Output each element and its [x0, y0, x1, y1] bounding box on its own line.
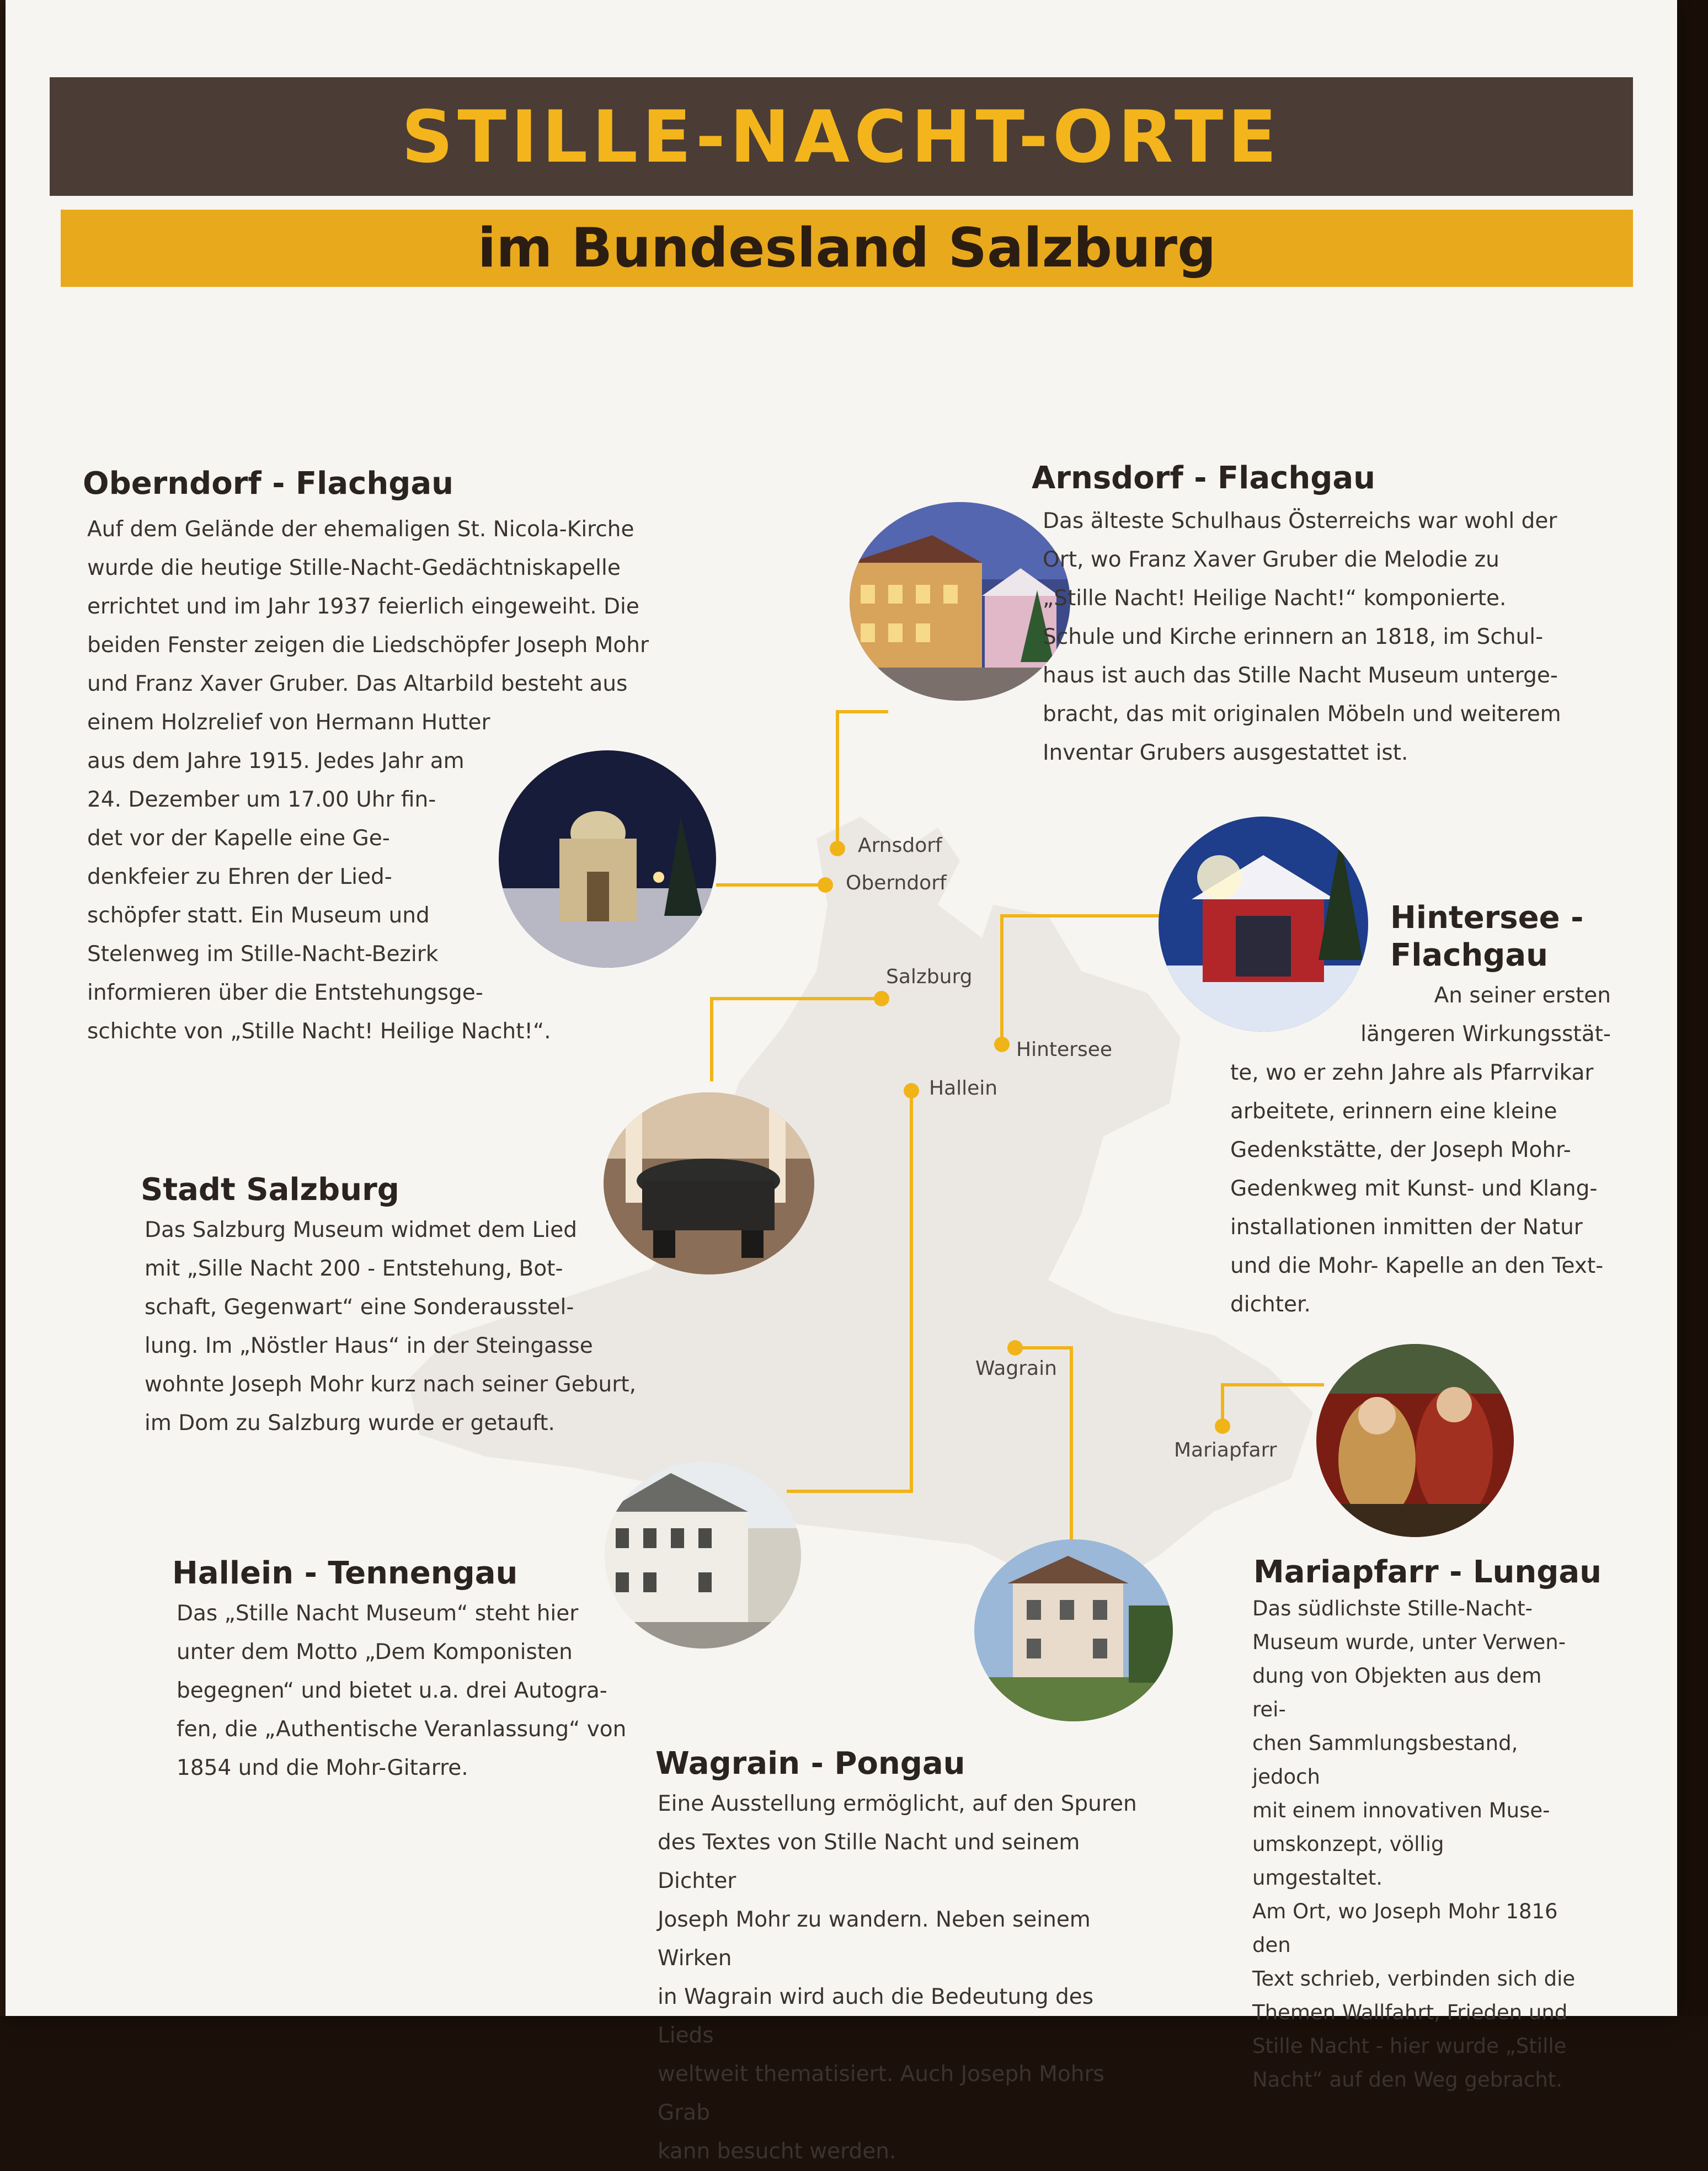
- text-line: Gedenkweg mit Kunst- und Klang-: [1230, 1176, 1598, 1201]
- text-line: errichtet und im Jahr 1937 feierlich eingeweiht. Die: [87, 594, 639, 619]
- text-line: Das südlichste Stille-Nacht-: [1252, 1597, 1533, 1620]
- text-line: wohnte Joseph Mohr kurz nach seiner Geburt,: [145, 1372, 636, 1397]
- text-line: unter dem Motto „Dem Komponisten: [177, 1640, 573, 1665]
- text-line: und die Mohr- Kapelle an den Text-: [1230, 1253, 1604, 1278]
- connector-arnsdorf: [837, 712, 888, 849]
- text-line: Auf dem Gelände der ehemaligen St. Nicola-Kirche: [87, 517, 634, 542]
- text-line: denkfeier zu Ehren der Lied-: [87, 865, 392, 889]
- text-line: bracht, das mit originalen Möbeln und weiterem: [1043, 702, 1561, 727]
- text-line: lung. Im „Nöstler Haus“ in der Steingasse: [145, 1333, 593, 1358]
- text-line: im Dom zu Salzburg wurde er getauft.: [145, 1411, 555, 1436]
- map-dot-hallein: [904, 1083, 919, 1098]
- section-title-wagrain: Wagrain - Pongau: [655, 1746, 965, 1781]
- text-line: begegnen“ und bietet u.a. drei Autogra-: [177, 1678, 607, 1703]
- text-line: Am Ort, wo Joseph Mohr 1816 den: [1252, 1900, 1558, 1957]
- text-line: und Franz Xaver Gruber. Das Altarbild besteht aus: [87, 671, 628, 696]
- map-label-hallein: Hallein: [929, 1077, 998, 1100]
- section-title-hallein: Hallein - Tennengau: [172, 1555, 518, 1591]
- connector-salzburg: [712, 999, 882, 1081]
- text-line: haus ist auch das Stille Nacht Museum unterge-: [1043, 663, 1558, 688]
- map-label-hintersee: Hintersee: [1016, 1038, 1113, 1061]
- text-line: Schule und Kirche erinnern an 1818, im Schul-: [1043, 625, 1544, 649]
- map-dot-oberndorf: [818, 877, 833, 893]
- map-dot-mariapfarr: [1215, 1418, 1230, 1434]
- map-dot-arnsdorf: [830, 841, 845, 856]
- section-text-hallein: [177, 1594, 662, 1788]
- text-line: det vor der Kapelle eine Ge-: [87, 826, 390, 851]
- text-line: Inventar Grubers ausgestattet ist.: [1043, 740, 1408, 765]
- map-dot-wagrain: [1007, 1340, 1023, 1356]
- map-label-wagrain: Wagrain: [975, 1357, 1057, 1380]
- section-text-mariapfarr: [1252, 1592, 1578, 2097]
- text-line: Museum wurde, unter Verwen-: [1252, 1630, 1566, 1654]
- text-line: Das Salzburg Museum widmet dem Lied: [145, 1218, 577, 1242]
- text-line: umskonzept, völlig umgestaltet.: [1252, 1832, 1444, 1890]
- text-line: arbeitete, erinnern eine kleine: [1230, 1099, 1557, 1124]
- map-dot-hintersee: [994, 1037, 1010, 1052]
- text-line: 1854 und die Mohr-Gitarre.: [177, 1756, 468, 1780]
- section-title-hintersee: Hintersee -: [1390, 900, 1584, 936]
- text-line: „Stille Nacht! Heilige Nacht!“ komponierte.: [1043, 586, 1507, 611]
- photo-wagrain-building: [974, 1539, 1173, 1721]
- connector-mariapfarr: [1223, 1385, 1324, 1426]
- section-title-salzburg: Stadt Salzburg: [141, 1172, 399, 1208]
- map-label-salzburg: Salzburg: [886, 966, 973, 988]
- text-line: einem Holzrelief von Hermann Hutter: [87, 710, 490, 735]
- text-line: wurde die heutige Stille-Nacht-Gedächtniskapelle: [87, 556, 621, 580]
- text-line: Joseph Mohr zu wandern. Neben seinem Wirken: [658, 1907, 1091, 1971]
- map-dot-salzburg: [874, 991, 889, 1006]
- text-line: Themen Wallfahrt, Frieden und: [1252, 2001, 1568, 2024]
- text-line: des Textes von Stille Nacht und seinem Dichter: [658, 1830, 1080, 1893]
- text-line: fen, die „Authentische Veranlassung“ von: [177, 1717, 627, 1742]
- text-line: kann besucht werden.: [658, 2139, 896, 2164]
- text-line: aus dem Jahre 1915. Jedes Jahr am: [87, 749, 465, 774]
- text-line: installationen inmitten der Natur: [1230, 1215, 1583, 1240]
- section-text-hintersee: [1230, 977, 1611, 1324]
- text-line: An seiner ersten: [1434, 983, 1611, 1008]
- map-label-arnsdorf: Arnsdorf: [858, 834, 942, 857]
- text-line: längeren Wirkungsstät-: [1360, 1022, 1611, 1047]
- poster-subtitle: im Bundesland Salzburg: [477, 217, 1216, 280]
- text-line: informieren über die Entstehungsge-: [87, 980, 483, 1005]
- text-line: dung von Objekten aus dem rei-: [1252, 1664, 1542, 1721]
- text-line: Gedenkstätte, der Joseph Mohr-: [1230, 1138, 1571, 1162]
- text-line: Ort, wo Franz Xaver Gruber die Melodie zu: [1043, 547, 1499, 572]
- section-title-hintersee-line2: Flachgau: [1390, 937, 1549, 973]
- section-text-wagrain: [658, 1785, 1143, 2171]
- section-title-oberndorf: Oberndorf - Flachgau: [83, 466, 453, 502]
- text-line: te, wo er zehn Jahre als Pfarrvikar: [1230, 1060, 1594, 1085]
- connector-hintersee: [1002, 916, 1162, 1044]
- map-label-oberndorf: Oberndorf: [846, 872, 947, 894]
- text-line: Nacht“ auf den Weg gebracht.: [1252, 2068, 1563, 2092]
- poster-title: STILLE-NACHT-ORTE: [401, 94, 1282, 179]
- text-line: Das „Stille Nacht Museum“ steht hier: [177, 1601, 579, 1626]
- section-text-oberndorf: [87, 510, 705, 1051]
- text-line: mit einem innovativen Muse-: [1252, 1799, 1550, 1822]
- text-line: beiden Fenster zeigen die Liedschöpfer Joseph Mohr: [87, 633, 649, 658]
- text-line: chen Sammlungsbestand, jedoch: [1252, 1731, 1518, 1789]
- text-line: 24. Dezember um 17.00 Uhr fin-: [87, 787, 436, 812]
- section-text-salzburg: [145, 1211, 663, 1443]
- text-line: schichte von „Stille Nacht! Heilige Nacht!“.: [87, 1019, 551, 1044]
- text-line: Eine Ausstellung ermöglicht, auf den Spuren: [658, 1791, 1137, 1816]
- section-title-mariapfarr: Mariapfarr - Lungau: [1253, 1554, 1602, 1590]
- text-line: Stille Nacht - hier wurde „Stille: [1252, 2034, 1567, 2058]
- photo-mariapfarr-painting: [1316, 1344, 1514, 1537]
- photo-arnsdorf-schoolhouse: [850, 502, 1070, 701]
- text-line: schöpfer statt. Ein Museum und: [87, 903, 430, 928]
- map-label-mariapfarr: Mariapfarr: [1174, 1439, 1277, 1461]
- section-text-arnsdorf: [1043, 502, 1622, 772]
- text-line: schaft, Gegenwart“ eine Sonderausstel-: [145, 1295, 574, 1320]
- text-line: dichter.: [1230, 1292, 1311, 1317]
- text-line: weltweit thematisiert. Auch Joseph Mohrs Grab: [658, 2062, 1104, 2125]
- text-line: Stelenweg im Stille-Nacht-Bezirk: [87, 942, 439, 967]
- text-line: Text schrieb, verbinden sich die: [1252, 1967, 1576, 1991]
- text-line: mit „Sille Nacht 200 - Entstehung, Bot-: [145, 1256, 563, 1281]
- text-line: Das älteste Schulhaus Österreichs war wohl der: [1043, 509, 1557, 534]
- text-line: in Wagrain wird auch die Bedeutung des Lieds: [658, 1985, 1094, 2048]
- section-title-arnsdorf: Arnsdorf - Flachgau: [1032, 460, 1375, 496]
